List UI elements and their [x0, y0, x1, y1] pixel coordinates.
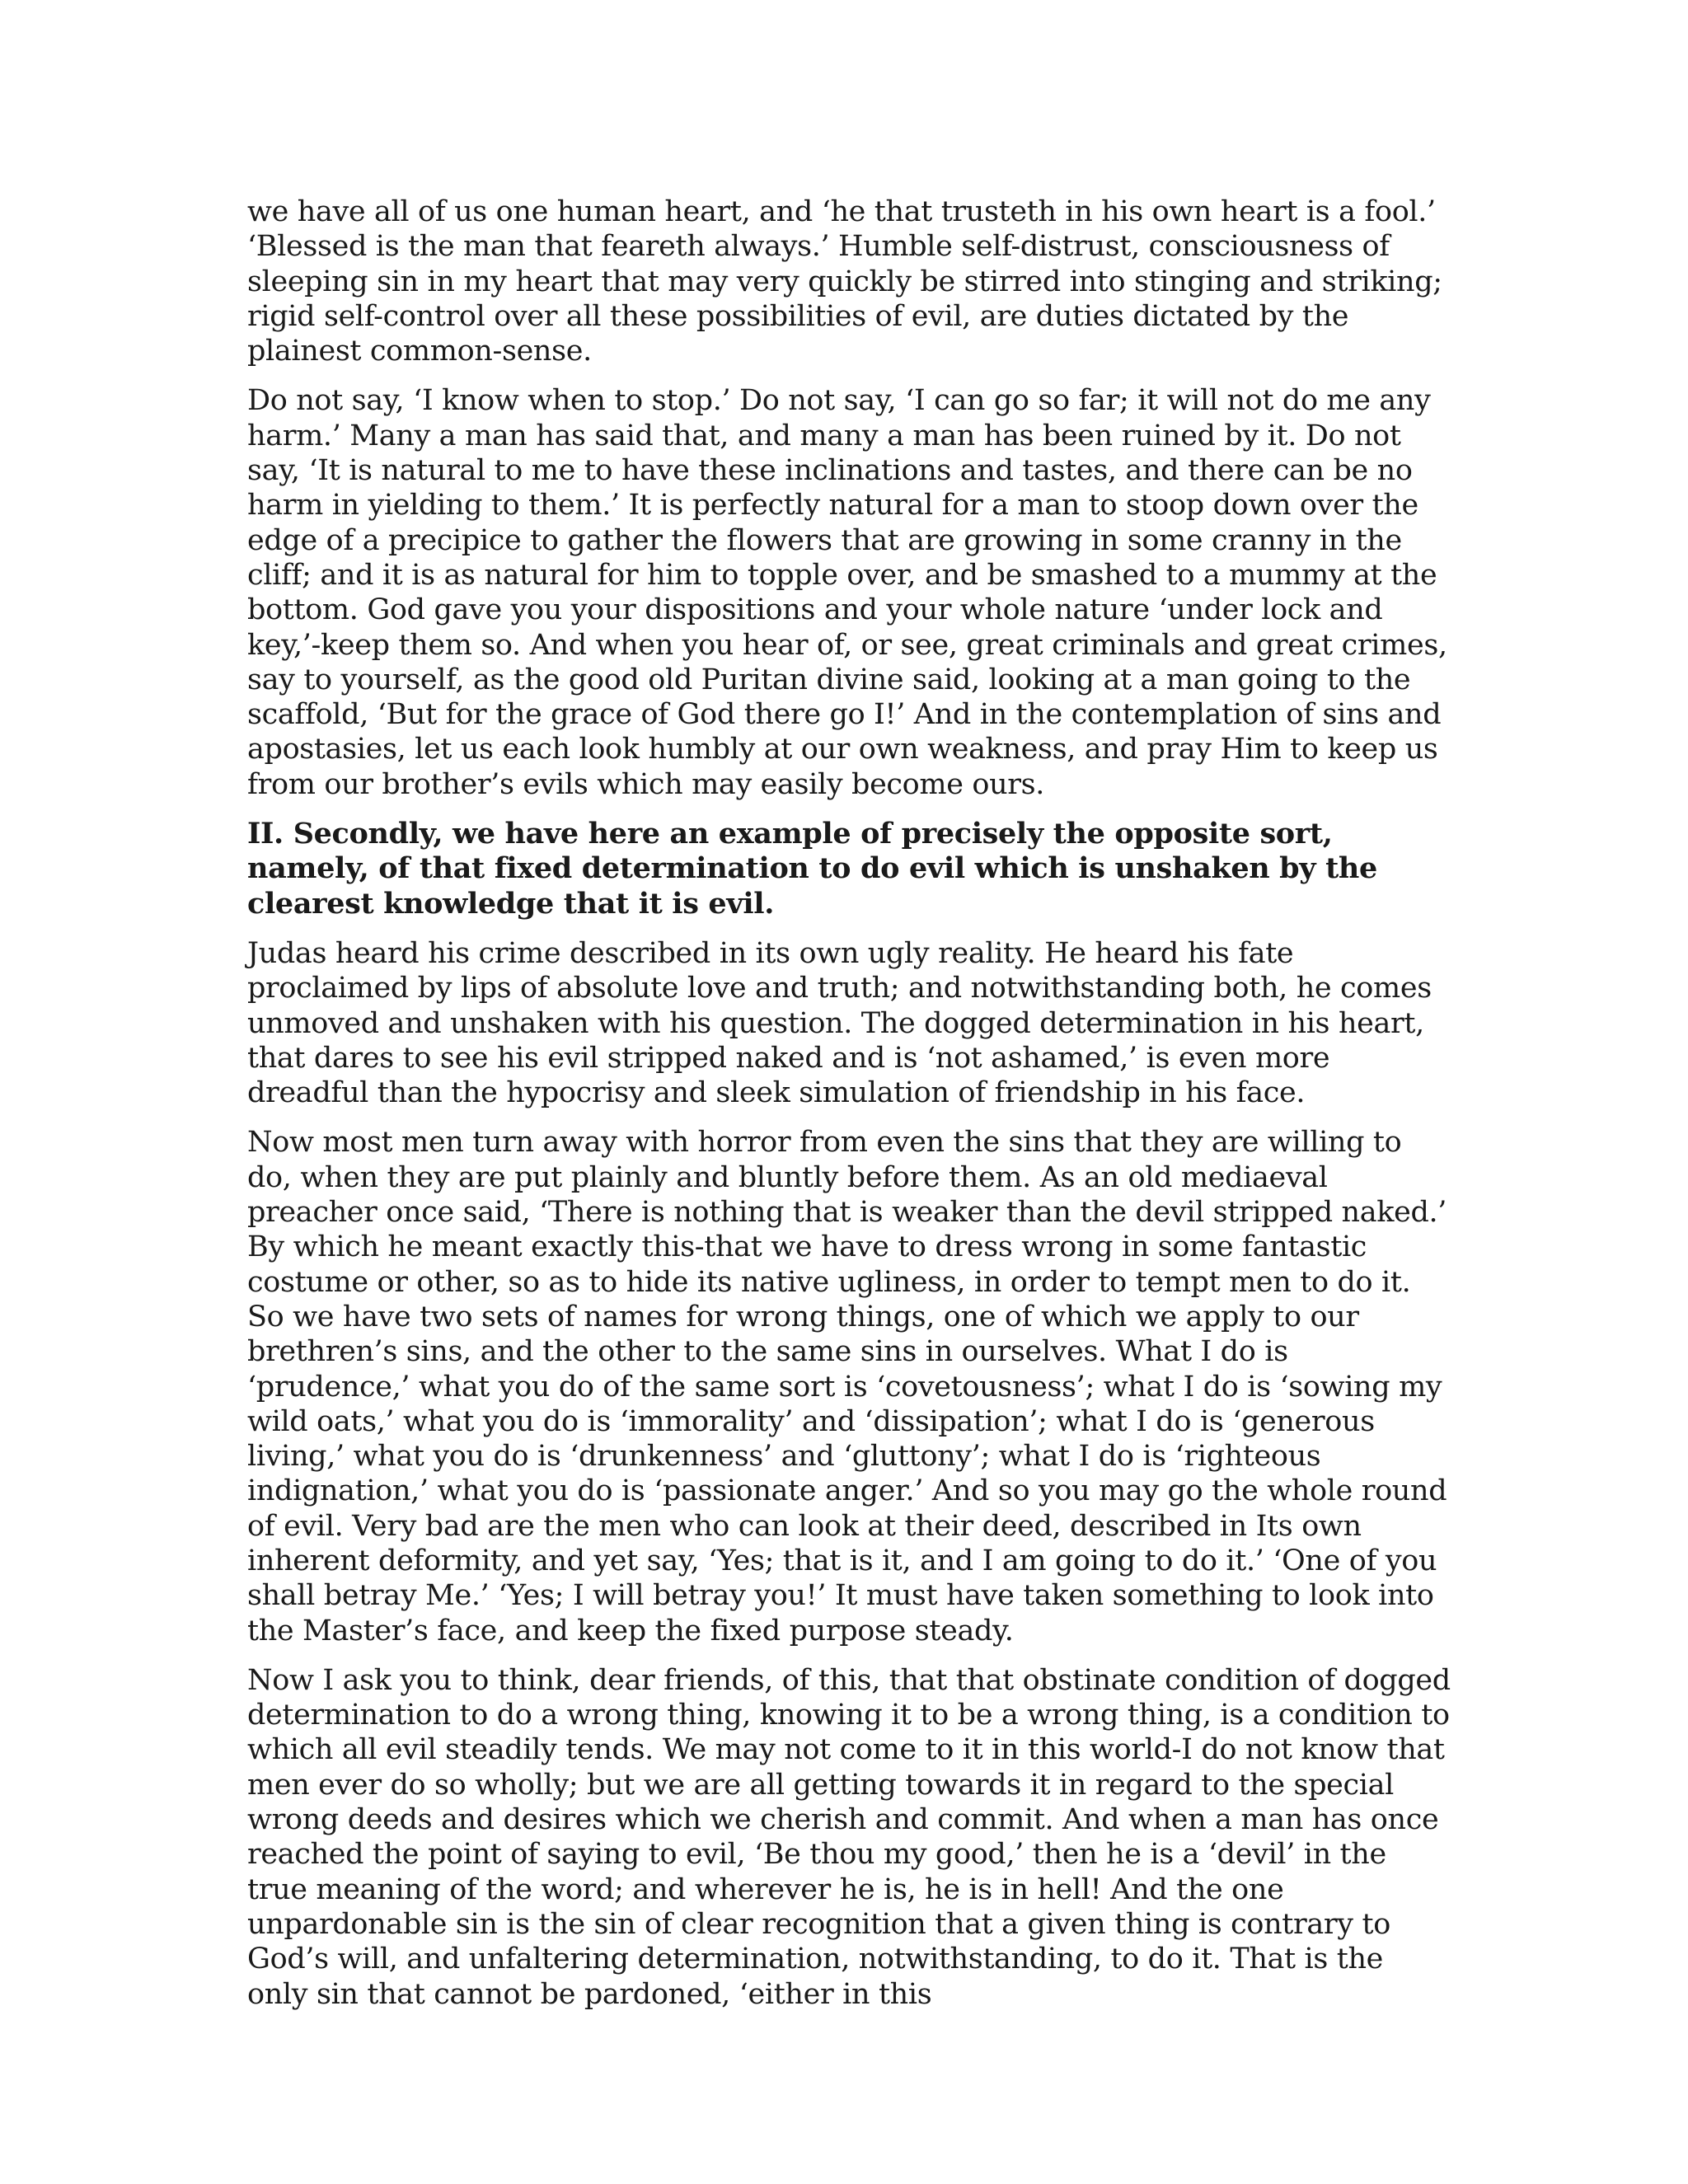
- paragraph-3: Judas heard his crime described in its own ugly reality. He heard his fate proclaimed by lips of absolute love and truth; and notwithstanding both, he comes unmoved and unshaken with his question. The dogged determination in his heart, that dares to see his evil stripped naked and is ‘not ashamed,’ is even more dreadful than the hypocrisy and sleek simulation of friendship in his face.: [247, 936, 1432, 1110]
- paragraph-2: Do not say, ‘I know when to stop.’ Do not say, ‘I can go so far; it will not do me any harm.’ Many a man has said that, and many a man has been ruined by it. Do not say, ‘It is natural to me to have these inclinations and tastes, and there can be no harm in yielding to them.’ It is perfectly natural for a man to stoop down over the edge of a precipice to gather the flowers that are growing in some cranny in the cliff; and it is as natural for him to topple over, and be smashed to a mummy at the bottom. God gave you your dispositions and your whole nature ‘under lock and key,’-keep them so. And when you hear of, or see, great criminals and great crimes, say to yourself, as the good old Puritan divine said, looking at a man going to the scaffold, ‘But for the grace of God there go I!’ And in the contemplation of sins and apostasies, let us each look humbly at our own weakness, and pray Him to keep us from our brother’s evils which may easily become ours.: [247, 384, 1447, 801]
- paragraph-5: Now I ask you to think, dear friends, of this, that that obstinate condition of dogged determination to do a wrong thing, knowing it to be a wrong thing, is a condition to which all evil steadily tends. We may not come to it in this world-I do not know that men ever do so wholly; but we are all getting towards it in regard to the special wrong deeds and desires which we cherish and commit. And when a man has once reached the point of saying to evil, ‘Be thou my good,’ then he is a ‘devil’ in the true meaning of the word; and wherever he is, he is in hell! And the one unpardonable sin is the sin of clear recognition that a given thing is contrary to God’s will, and unfaltering determination, notwithstanding, to do it. That is the only sin that cannot be pardoned, ‘either in this: [247, 1663, 1451, 2011]
- section-heading: II. Secondly, we have here an example of precisely the opposite sort, namely, of that fixed determination to do evil which is unshaken by the clearest knowledge that it is evil.: [247, 817, 1377, 921]
- document-page: [247, 194, 1451, 2027]
- paragraph-4: Now most men turn away with horror from even the sins that they are willing to do, when they are put plainly and bluntly before them. As an old mediaeval preacher once said, ‘There is nothing that is weaker than the devil stripped naked.’ By which he meant exactly this-that we have to dress wrong in some fantastic costume or other, so as to hide its native ugliness, in order to tempt men to do it. So we have two sets of names for wrong things, one of which we apply to our brethren’s sins, and the other to the same sins in ourselves. What I do is ‘prudence,’ what you do of the same sort is ‘covetousness’; what I do is ‘sowing my wild oats,’ what you do is ‘immorality’ and ‘dissipation’; what I do is ‘generous living,’ what you do is ‘drunkenness’ and ‘gluttony’; what I do is ‘righteous indignation,’ what you do is ‘passionate anger.’ And so you may go the whole round of evil. Very bad are the men who can look at their deed, described in Its own inherent deformity, and yet say, ‘Yes; that is it, and I am going to do it.’ ‘One of you shall betray Me.’ ‘Yes; I will betray you!’ It must have taken something to look into the Master’s face, and keep the fixed purpose steady.: [247, 1126, 1447, 1647]
- paragraph-1: we have all of us one human heart, and ‘he that trusteth in his own heart is a fool.’ ‘Blessed is the man that feareth always.’ Humble self-distrust, consciousness of sleeping sin in my heart that may very quickly be stirred into stinging and striking; rigid self-control over all these possibilities of evil, are duties dictated by the plainest common-sense.: [247, 195, 1442, 368]
